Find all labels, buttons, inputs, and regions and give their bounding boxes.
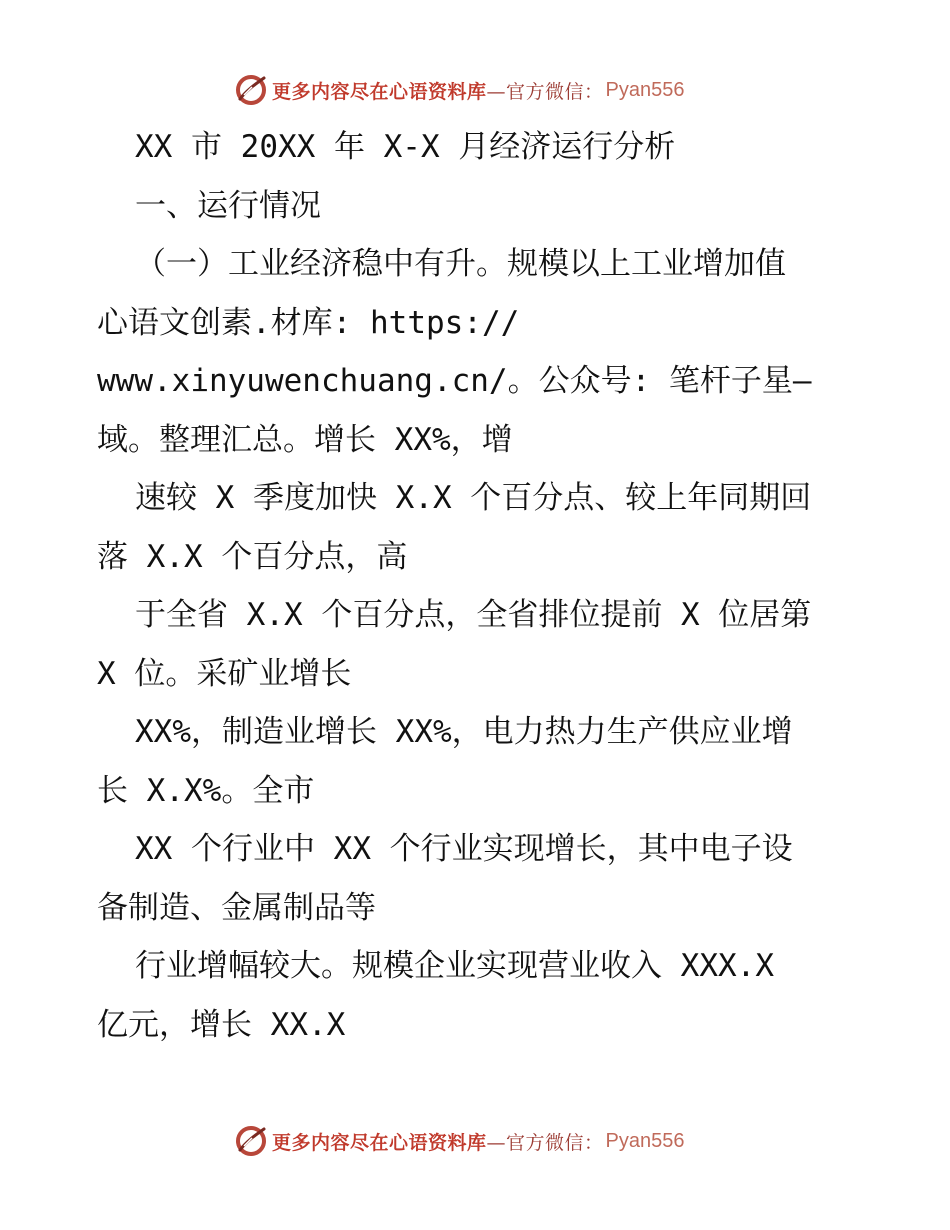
- document-title: XX 市 20XX 年 X-X 月经济运行分析: [135, 129, 676, 165]
- banner-handle: Pyan556: [605, 78, 685, 101]
- header-banner: [234, 72, 714, 108]
- paragraph-line: 行业增幅较大。规模企业实现营业收入 XXX.X: [135, 948, 774, 984]
- paragraph-line: XX 个行业中 XX 个行业实现增长，其中电子设: [135, 831, 793, 867]
- paragraph-line: www.xinyuwenchuang.cn/。公众号: 笔杆子星—: [97, 363, 812, 399]
- paragraph-line: 域。整理汇总。增长 XX%，增: [97, 421, 513, 458]
- paragraph-line: 亿元，增长 XX.X: [97, 1006, 346, 1043]
- banner-text: 更多内容尽在心语资料库: [272, 1131, 487, 1154]
- banner-separator: —官方微信：: [486, 80, 604, 103]
- paragraph-line: X 位。采矿业增长: [97, 655, 352, 692]
- section-heading: 一、运行情况: [135, 187, 321, 224]
- brush-circle-logo-icon: [234, 73, 268, 107]
- paragraph-line: 长 X.X%。全市: [97, 772, 315, 809]
- brush-circle-logo-icon: [234, 1124, 268, 1158]
- paragraph-line: 于全省 X.X 个百分点，全省排位提前 X 位居第: [135, 597, 812, 633]
- banner-handle: Pyan556: [605, 1129, 685, 1152]
- banner-separator: —官方微信：: [486, 1131, 604, 1154]
- footer-banner: [234, 1123, 714, 1159]
- banner-text: 更多内容尽在心语资料库: [272, 80, 487, 103]
- paragraph-line: （一）工业经济稳中有升。规模以上工业增加值: [135, 246, 786, 282]
- paragraph-line: XX%，制造业增长 XX%，电力热力生产供应业增: [135, 714, 793, 750]
- paragraph-line: 备制造、金属制品等: [97, 889, 376, 926]
- paragraph-line: 落 X.X 个百分点，高: [97, 538, 408, 575]
- paragraph-line: 速较 X 季度加快 X.X 个百分点、较上年同期回: [135, 480, 812, 516]
- document-body: [97, 118, 867, 1054]
- paragraph-line: 心语文创素.材库: https://: [97, 304, 520, 341]
